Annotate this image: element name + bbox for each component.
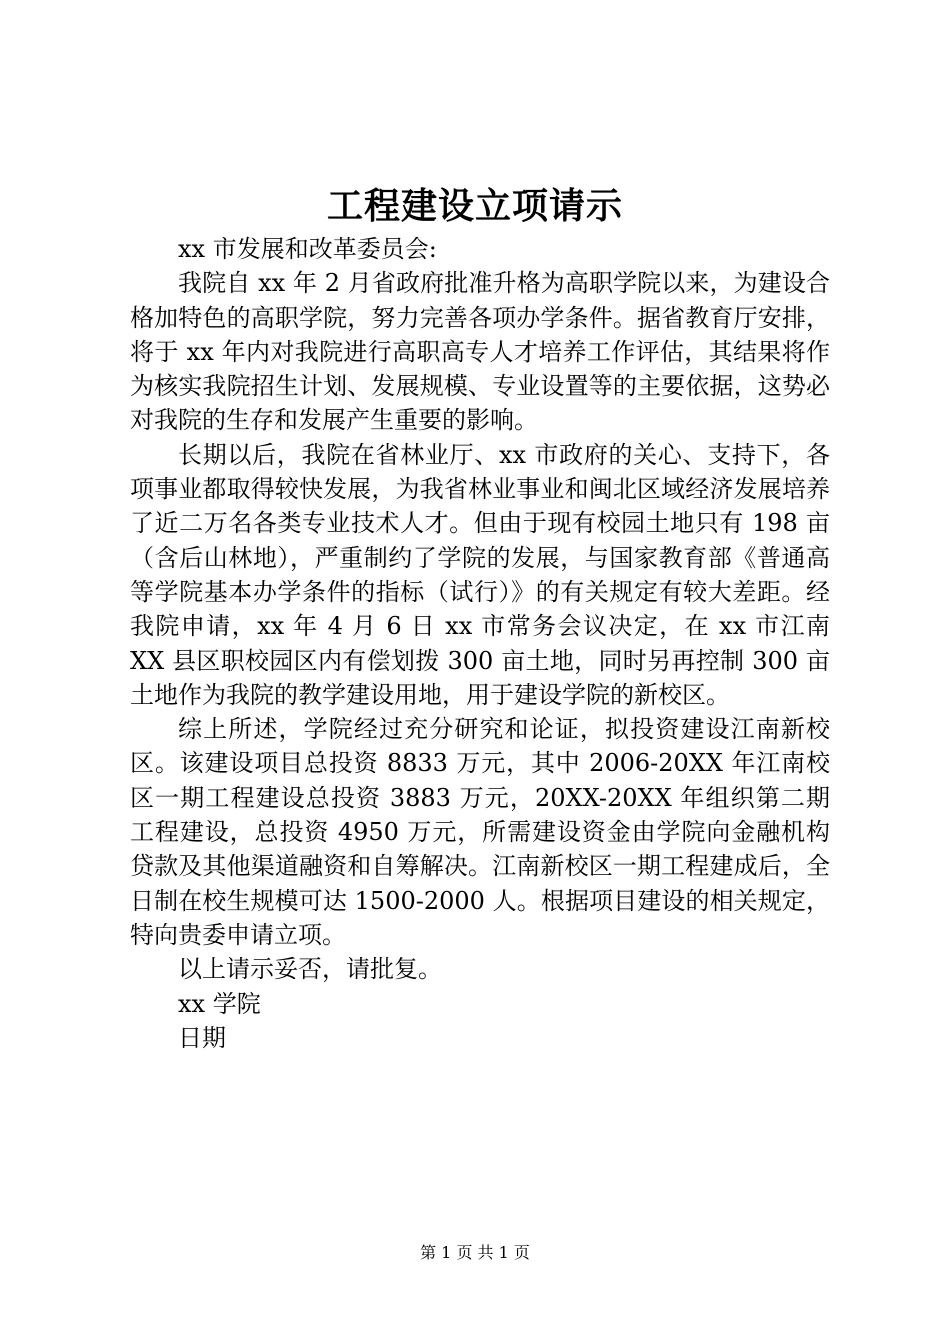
date-label: 日期	[178, 1023, 226, 1052]
salutation: xx 市发展和改革委员会:	[178, 235, 437, 263]
page-footer: 第 1 页 共 1 页	[420, 1243, 530, 1262]
paragraph-2: 长期以后，我院在省林业厅、xx 市政府的关心、支持下，各项事业都取得较快发展，为我省林业事业和闽北区域经济发展培养了近二万名各类专业技术人才。但由于现有校园土地只有 198 亩（含后山林地），严重制约了学院的发展，与国家教育部《普通高等学院基本办学条件的指标（试行）》的有关规定有较大差距。经我院申请，xx 年 4 月 6 日 xx 市常务会议决定，在 xx 市江南 XX 县区职校园区内有偿划拨 300 亩土地，同时另再控制 300 亩土地作为我院的教学建设用地，用于建设学院的新校区。	[130, 440, 830, 709]
paragraph-1: 我院自 xx 年 2 月省政府批准升格为高职学院以来，为建设合格加特色的高职学院，努力完善各项办学条件。据省教育厅安排，将于 xx 年内对我院进行高职高专人才培养工作评估，其结果将作为核实我院招生计划、发展规模、专业设置等的主要依据，这势必对我院的生存和发展产生重要的影响。	[130, 269, 830, 435]
document-title: 工程建设立项请示	[326, 185, 623, 227]
document-body	[130, 232, 830, 1055]
signature: xx 学院	[178, 989, 261, 1018]
closing-line: 以上请示妥否，请批复。	[178, 955, 442, 984]
paragraph-3: 综上所述，学院经过充分研究和论证，拟投资建设江南新校区。该建设项目总投资 8833 万元，其中 2006-20XX 年江南校区一期工程建设总投资 3883 万元，20XX-20XX 年组织第二期工程建设，总投资 4950 万元，所需建设资金由学院向金融机构贷款及其他渠道融资和自筹解决。江南新校区一期工程建成后，全日制在校生规模可达 1500-2000 人。根据项目建设的相关规定，特向贵委申请立项。	[130, 715, 830, 949]
